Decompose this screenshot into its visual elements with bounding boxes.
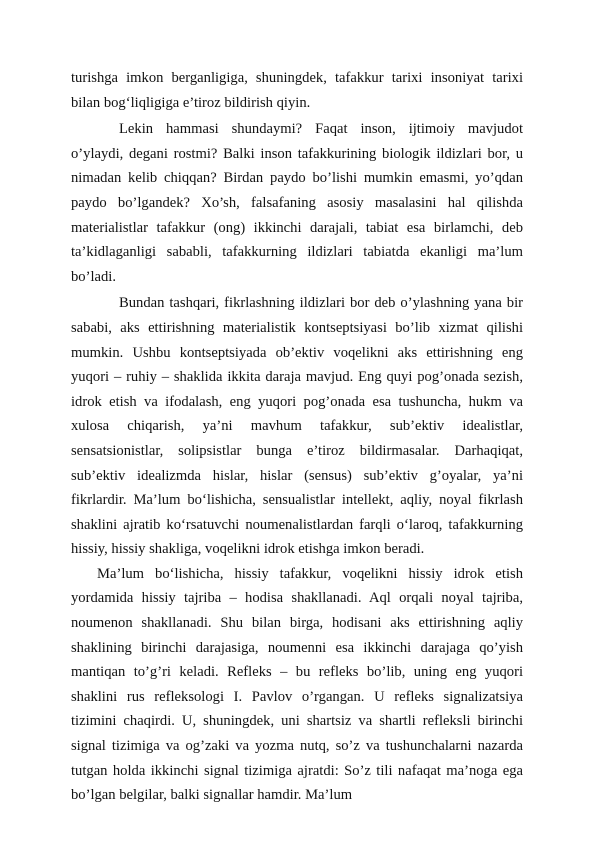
- paragraph-4: Ma’lum bo‘lishicha, hissiy tafakkur, voqelikni hissiy idrok etish yordamida hissiy tajriba – hodisa shakllanadi. Aql orqali noyal tajriba, noumenon shakllanadi. Shu bilan birga, hodisani aks ettirishning aqliy shaklining birinchi darajasiga, noumenni esa ikkinchi darajaga qo’yish mantiqan to’g’ri keladi. Refleks – bu refleks bo’lib, uning eng yuqori shaklini rus refleksologi I. Pavlov o’rgangan. U refleks signalizatsiya tizimini chaqirdi. U, shuningdek, uni shartsiz va shartli refleksli birinchi signal tizimiga va og’zaki va yozma nutq, so’z va tushunchalarni nazarda tutgan holda ikkinchi signal tizimiga ajratdi: So’z tili nafaqat ma’noga ega bo’lgan belgilar, balki signallar hamdir. Ma’lum: [71, 565, 523, 804]
- document-page: [71, 66, 523, 808]
- paragraph-2: Lekin hammasi shundaymi? Faqat inson, ijtimoiy mavjudot o’ylaydi, degani rostmi? Balki inson tafakkurining biologik ildizlari bor, u nimadan kelib chiqqan? Birdan paydo bo’lishi mumkin emasmi, yo’qdan paydo bo’lgandek? Xo’sh, falsafaning asosiy masalasini hal qilishda materialistlar tafakkur (ong) ikkinchi darajali, tabiat esa birlamchi, deb ta’kidlaganligi sababli, tafakkurning ildizlari tabiatda ekanligi ma’lum bo’ladi.: [71, 121, 523, 285]
- paragraph-3: Bundan tashqari, fikrlashning ildizlari bor deb o’ylashning yana bir sababi, aks ettirishning materialistik kontseptsiyasi bo’lib xizmat qilishi mumkin. Ushbu kontseptsiyada ob’ektiv voqelikni aks ettirishning eng yuqori – ruhiy – shaklida ikkita daraja mavjud. Eng quyi pog’onada sezish, idrok etish va ifodalash, eng yuqori pog’onada esa tushuncha, hukm va xulosa chiqarish, ya’ni mavhum tafakkur, sub’ektiv idealistlar, sensatsionistlar, solipsistlar bunga e’tiroz bildirmasalar. Darhaqiqat, sub’ektiv idealizmda hislar, hislar (sensus) sub’ektiv g’oyalar, ya’ni fikrlardir. Ma’lum bo‘lishicha, sensualistlar intellekt, aqliy, noyal fikrlash shaklini ajratib ko‘rsatuvchi noumenalistlardan farqli o‘laroq, tafakkurning hissiy, hissiy shakliga, voqelikni idrok etishga imkon beradi.: [71, 295, 523, 558]
- paragraph-1: turishga imkon berganligiga, shuningdek, tafakkur tarixi insoniyat tarixi bilan bog‘liqligiga e’tiroz bildirish qiyin.: [71, 70, 523, 111]
